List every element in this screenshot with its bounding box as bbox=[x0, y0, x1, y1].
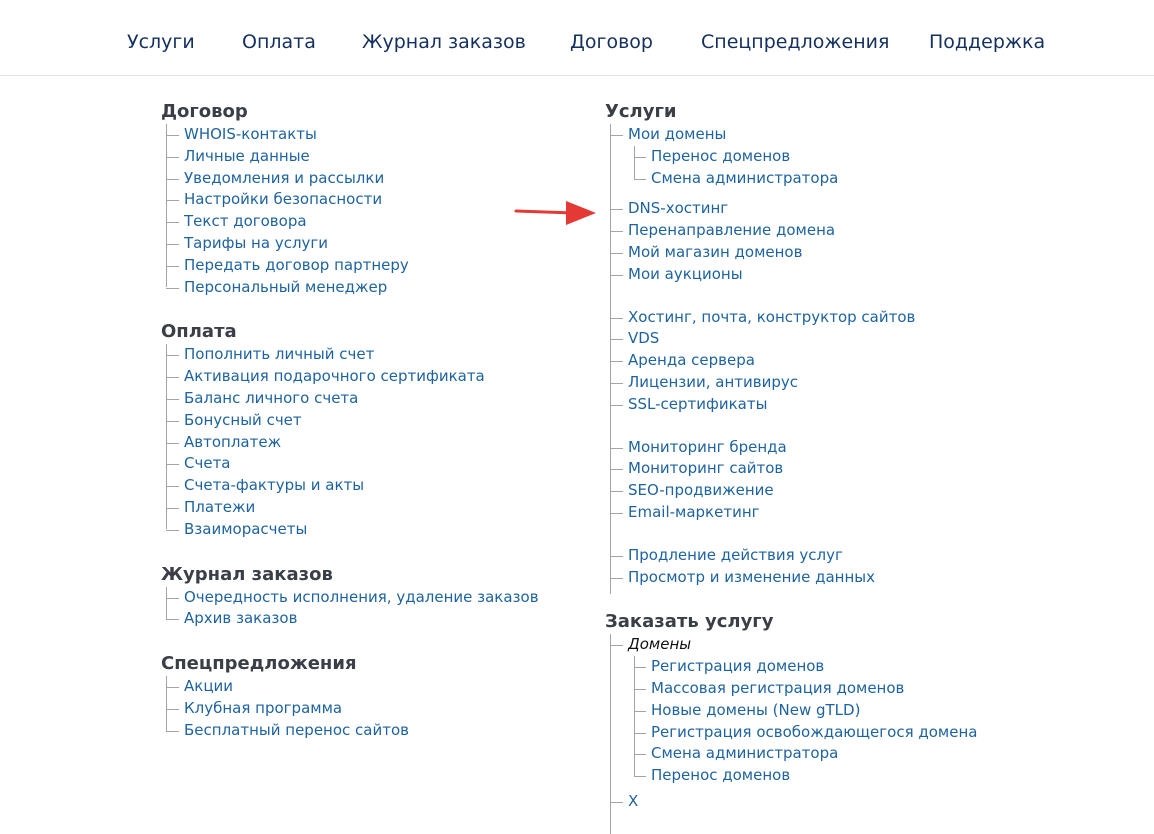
link-my-auctions[interactable]: Мои аукционы bbox=[628, 264, 743, 283]
link-payments[interactable]: Платежи bbox=[184, 497, 256, 516]
nav-oplata[interactable]: Оплата bbox=[242, 31, 316, 53]
section-title-dogovor: Договор bbox=[161, 101, 248, 122]
link-new-gtld[interactable]: Новые домены (New gTLD) bbox=[651, 700, 861, 719]
link-balance[interactable]: Баланс личного счета bbox=[184, 388, 359, 407]
list-item bbox=[605, 168, 1145, 190]
tree-oplata bbox=[161, 344, 581, 540]
tree-zhurnal bbox=[161, 587, 581, 631]
nav-zhurnal-zakazov[interactable]: Журнал заказов bbox=[362, 31, 526, 53]
link-transfer-contract[interactable]: Передать договор партнеру bbox=[184, 255, 409, 274]
red-arrow-icon bbox=[514, 196, 596, 228]
link-personal-manager[interactable]: Персональный менеджер bbox=[184, 277, 388, 296]
list-item bbox=[605, 743, 1145, 765]
section-title-spec: Спецпредложения bbox=[161, 653, 357, 675]
link-personal-data[interactable]: Личные данные bbox=[184, 146, 310, 165]
link-brand-monitoring[interactable]: Мониторинг бренда bbox=[628, 437, 787, 456]
list-item bbox=[605, 350, 1145, 372]
list-item bbox=[161, 519, 581, 541]
list-item bbox=[161, 146, 581, 168]
link-gift-certificate[interactable]: Активация подарочного сертификата bbox=[184, 367, 485, 386]
link-server-rent[interactable]: Аренда сервера bbox=[628, 351, 755, 370]
link-invoice-facts[interactable]: Счета-фактуры и акты bbox=[184, 476, 365, 495]
right-sitemap-column bbox=[605, 100, 1145, 813]
list-item bbox=[161, 344, 581, 366]
link-seo[interactable]: SEO-продвижение bbox=[628, 481, 774, 500]
link-domain-redirect[interactable]: Перенаправление домена bbox=[628, 221, 836, 240]
list-item bbox=[161, 587, 581, 609]
link-partial-next[interactable]: Х bbox=[628, 791, 639, 810]
list-item bbox=[161, 698, 581, 720]
list-item bbox=[605, 678, 1145, 700]
section-title-order: Заказать услугу bbox=[605, 611, 774, 633]
list-item bbox=[605, 328, 1145, 350]
list-item bbox=[605, 394, 1145, 416]
link-my-domain-shop[interactable]: Мой магазин доменов bbox=[628, 242, 803, 261]
list-item bbox=[161, 410, 581, 432]
list-item bbox=[161, 608, 581, 630]
link-hosting-mail[interactable]: Хостинг, почта, конструктор сайтов bbox=[628, 307, 916, 326]
list-item bbox=[161, 475, 581, 497]
link-contract-text[interactable]: Текст договора bbox=[184, 212, 307, 231]
list-item bbox=[605, 656, 1145, 678]
link-free-site-transfer[interactable]: Бесплатный перенос сайтов bbox=[184, 720, 409, 739]
list-item bbox=[605, 545, 1145, 567]
link-autopayment[interactable]: Автоплатеж bbox=[184, 432, 282, 451]
list-item bbox=[605, 146, 1145, 168]
list-item bbox=[605, 791, 1145, 813]
list-item bbox=[161, 720, 581, 742]
list-item bbox=[161, 388, 581, 410]
link-vds[interactable]: VDS bbox=[628, 329, 660, 348]
link-order-archive[interactable]: Архив заказов bbox=[184, 609, 298, 628]
list-item bbox=[605, 307, 1145, 329]
tree-order bbox=[605, 634, 1145, 812]
list-item bbox=[161, 233, 581, 255]
list-item bbox=[161, 277, 581, 299]
link-ssl-certificates[interactable]: SSL-сертификаты bbox=[628, 394, 768, 413]
link-my-domains[interactable]: Мои домены bbox=[628, 125, 727, 143]
list-item bbox=[605, 437, 1145, 459]
list-item bbox=[605, 502, 1145, 524]
list-item bbox=[605, 700, 1145, 722]
link-promotions[interactable]: Акции bbox=[184, 677, 234, 696]
link-view-edit-data[interactable]: Просмотр и изменение данных bbox=[628, 567, 876, 586]
link-invoices[interactable]: Счета bbox=[184, 454, 231, 473]
nav-dogovor[interactable]: Договор bbox=[570, 31, 653, 53]
link-top-up[interactable]: Пополнить личный счет bbox=[184, 345, 375, 364]
link-change-admin[interactable]: Смена администратора bbox=[651, 168, 839, 187]
tree-uslugi bbox=[605, 124, 1145, 588]
link-order-domain-transfer[interactable]: Перенос доменов bbox=[651, 766, 791, 785]
link-tariffs[interactable]: Тарифы на услуги bbox=[184, 233, 329, 252]
list-item bbox=[161, 453, 581, 475]
link-dns-hosting[interactable]: DNS-хостинг bbox=[628, 199, 729, 218]
list-item bbox=[605, 242, 1145, 264]
link-order-change-admin[interactable]: Смена администратора bbox=[651, 744, 839, 763]
link-expiring-domain[interactable]: Регистрация освобождающегося домена bbox=[651, 722, 978, 741]
list-item bbox=[161, 676, 581, 698]
list-item bbox=[605, 480, 1145, 502]
list-item bbox=[161, 255, 581, 277]
domains-group-label: Домены bbox=[628, 635, 692, 654]
list-item bbox=[605, 765, 1145, 787]
list-item bbox=[161, 124, 581, 146]
list-item bbox=[605, 124, 1145, 146]
list-item bbox=[605, 722, 1145, 744]
link-bonus-account[interactable]: Бонусный счет bbox=[184, 410, 302, 429]
list-item bbox=[605, 458, 1145, 480]
tree-spec bbox=[161, 676, 581, 741]
list-item bbox=[605, 634, 1145, 656]
nav-podderzhka[interactable]: Поддержка bbox=[929, 31, 1046, 53]
list-item bbox=[605, 567, 1145, 589]
link-licenses-antivirus[interactable]: Лицензии, антивирус bbox=[628, 372, 799, 391]
link-domain-registration[interactable]: Регистрация доменов bbox=[651, 657, 825, 676]
list-item bbox=[605, 264, 1145, 286]
link-whois-contacts[interactable]: WHOIS-контакты bbox=[184, 125, 317, 143]
list-item bbox=[161, 497, 581, 519]
link-email-marketing[interactable]: Email-маркетинг bbox=[628, 502, 760, 521]
list-item bbox=[605, 220, 1145, 242]
section-title-zhurnal: Журнал заказов bbox=[161, 563, 333, 585]
list-item bbox=[161, 168, 581, 190]
link-club-program[interactable]: Клубная программа bbox=[184, 698, 343, 717]
nav-specpredlozheniya[interactable]: Спецпредложения bbox=[701, 31, 890, 53]
top-navigation bbox=[0, 0, 1154, 76]
section-title-uslugi: Услуги bbox=[605, 101, 677, 122]
link-bulk-registration[interactable]: Массовая регистрация доменов bbox=[651, 678, 905, 697]
link-order-queue[interactable]: Очередность исполнения, удаление заказов bbox=[184, 587, 539, 606]
nav-uslugi[interactable]: Услуги bbox=[127, 31, 195, 53]
list-item bbox=[161, 432, 581, 454]
link-site-monitoring[interactable]: Мониторинг сайтов bbox=[628, 459, 784, 478]
link-settlements[interactable]: Взаиморасчеты bbox=[184, 519, 308, 538]
list-item bbox=[161, 366, 581, 388]
link-notifications[interactable]: Уведомления и рассылки bbox=[184, 168, 385, 187]
section-title-oplata: Оплата bbox=[161, 321, 237, 343]
list-item bbox=[605, 372, 1145, 394]
link-renew-services[interactable]: Продление действия услуг bbox=[628, 545, 843, 564]
link-domain-transfer[interactable]: Перенос доменов bbox=[651, 146, 791, 165]
list-item bbox=[605, 198, 1145, 220]
link-security-settings[interactable]: Настройки безопасности bbox=[184, 190, 383, 209]
